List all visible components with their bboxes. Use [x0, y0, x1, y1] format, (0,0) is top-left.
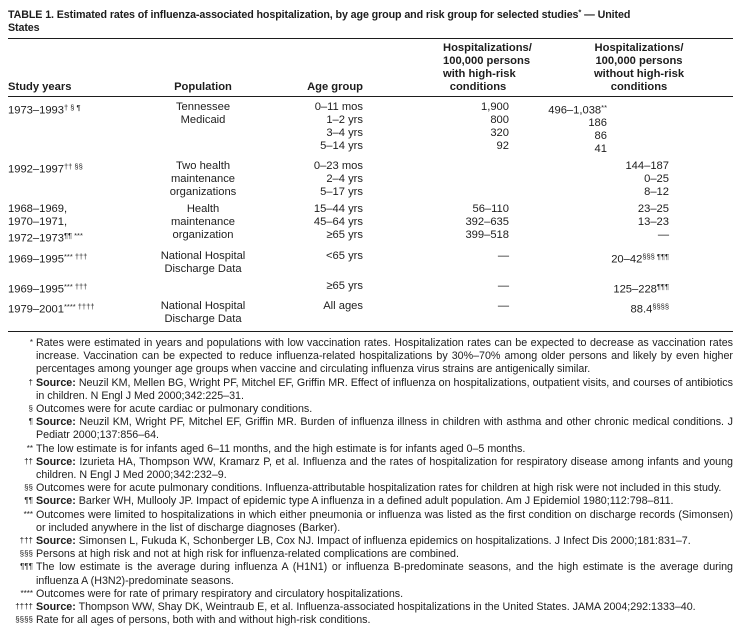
- footnote: †† Source: Izurieta HA, Thompson WW, Kramarz P, et al. Influenza and the rates of hospitalization for respiratory disease among infants and young children. N Engl J Med 2000;342:232–9.: [8, 456, 733, 482]
- without-risk-cell: 23–25 13–23 —: [637, 203, 669, 241]
- footnote-marker: ††: [24, 456, 33, 466]
- table-title: [8, 5, 733, 39]
- footnote-text: Rates were estimated in years and populations with low vaccination rates. Hospitalization rates can be expected to decrease as vaccination rates increase. Vaccination can be expected to reduce influenza-related hospitalizations by 30%–70% among older persons and likely by even higher percentages among younger age groups when vaccine and circulating influenza virus strains are antigenically similar.: [36, 337, 733, 376]
- footnote-marker: *: [29, 338, 33, 347]
- footnote-marker: ***: [23, 509, 33, 519]
- footnote-marker: §§§: [19, 549, 33, 559]
- footnote: ††† Source: Simonsen L, Fukuda K, Schonberger LB, Cox NJ. Impact of influenza epidemics on hospitalizations. J Infect Dis 2000;181:831–7.: [8, 535, 733, 548]
- footnote-text: Persons at high risk and not at high risk for influenza-related complications are combined.: [36, 548, 459, 561]
- footnote-marker: ¶: [28, 417, 33, 427]
- title-footnote-marker: *: [578, 7, 582, 16]
- footnote-marker: §: [28, 404, 33, 414]
- footnote-marker: §§§§: [652, 302, 669, 311]
- study-years-cell: 1969–1995*** †††: [8, 281, 88, 295]
- footnote: [8, 509, 733, 535]
- table-row: [8, 276, 733, 297]
- footnote-marker: ¶¶ ***: [64, 231, 83, 240]
- table-row: [8, 296, 733, 332]
- with-risk-cell: —: [497, 249, 509, 262]
- col-header-study-years: Study years: [8, 39, 133, 97]
- study-years-cell: 1973–1993† § ¶: [8, 102, 81, 116]
- footnote-text: Barker WH, Mullooly JP. Impact of epidemic type A influenza in a defined adult population. Am J Epidemiol 1980;112:798–811.: [78, 495, 674, 508]
- footnotes-section: [8, 337, 733, 627]
- footnote: [8, 337, 733, 377]
- footnote-marker: §§§§: [15, 615, 33, 625]
- footnote: [8, 588, 733, 601]
- footnote-marker: ¶¶¶: [656, 281, 669, 291]
- footnote-text: Outcomes were for rate of primary respiratory and circulatory hospitalizations.: [36, 587, 404, 600]
- table-row: [8, 246, 733, 276]
- footnote-marker: §§: [24, 483, 33, 493]
- footnote-marker: †††: [19, 536, 33, 546]
- footnote: [8, 614, 733, 627]
- age-group-cell: 15–44 yrs 45–64 yrs ≥65 yrs: [313, 203, 363, 241]
- footnote: ¶¶ Source: Barker WH, Mullooly JP. Impact of epidemic type A influenza in a defined adult population. Am J Epidemiol 1980;112:798–811.: [8, 495, 733, 508]
- without-risk-cell: 20–42§§§ ¶¶¶: [611, 251, 669, 265]
- footnote: [8, 482, 733, 495]
- with-risk-cell: [373, 156, 513, 199]
- age-group-cell: All ages: [323, 300, 363, 312]
- age-group-cell: <65 yrs: [326, 249, 363, 262]
- population-cell: [133, 276, 273, 297]
- without-risk-cell: 496–1,038** 186 86 41: [548, 102, 607, 155]
- footnote: [8, 403, 733, 416]
- without-risk-cell: 88.4§§§§: [630, 302, 669, 316]
- table-row: [8, 156, 733, 199]
- footnote: ¶ Source: Neuzil KM, Wright PF, Mitchel EF, Griffin MR. Burden of influenza illness in children with asthma and other chronic medical conditions. J Pediatr 2000;137:856–64.: [8, 416, 733, 442]
- footnote-marker: ††††: [15, 602, 33, 612]
- footnote: [8, 548, 733, 561]
- with-risk-cell: 1,900 800 320 92: [481, 100, 509, 152]
- study-years-cell: 1992–1997†† §§: [8, 162, 83, 176]
- footnote: [8, 443, 733, 456]
- footnote-text: Neuzil KM, Mellen BG, Wright PF, Mitchel EF, Griffin MR. Effect of influenza on hospitalizations, outpatient visits, and courses of antibiotics in children. N Engl J Med 2000;342:225–31.: [36, 376, 733, 402]
- population-cell: Tennessee Medicaid: [175, 100, 231, 126]
- study-years-cell: 1968–1969, 1970–1971, 1972–1973¶¶ ***: [8, 203, 83, 245]
- footnote-text: Outcomes were limited to hospitalizations in which either pneumonia or influenza was listed as the first condition on discharge records (Simonsen) or included anywhere in the list of discharge diagnoses (Barker).: [36, 508, 733, 534]
- population-cell: National Hospital Discharge Data: [160, 300, 246, 325]
- footnote-marker: ¶¶: [24, 496, 33, 506]
- footnote-text: The low estimate is the average during influenza A (H1N1) or influenza B-predominate seasons, and the high estimate is the average during influenza A (H3N2)-predominate seasons.: [36, 561, 733, 587]
- footnote: †††† Source: Thompson WW, Shay DK, Weintraub E, et al. Influenza-associated hospitalizations in the United States. JAMA 2004;292:1333–40.: [8, 601, 733, 614]
- footnote-marker: † § ¶: [64, 102, 81, 112]
- footnote-text: Izurieta HA, Thompson WW, Kramarz P, et al. Influenza and the rates of hospitalization for respiratory disease among infants and young children. N Engl J Med 2000;342:232–9.: [36, 455, 733, 482]
- footnote-text: Outcomes were for acute cardiac or pulmonary conditions.: [36, 403, 313, 416]
- footnote-marker: **** ††††: [64, 302, 95, 311]
- footnote-text: Rate for all ages of persons, both with and without high-risk conditions.: [36, 614, 371, 627]
- without-risk-cell: 125–228¶¶¶: [613, 281, 669, 295]
- col-header-with-high-risk: Hospitalizations/ 100,000 persons with high-risk conditions: [373, 39, 513, 97]
- study-years-cell: 1979–2001**** ††††: [8, 302, 95, 316]
- col-header-population: Population: [133, 39, 273, 97]
- with-risk-cell: —: [497, 279, 509, 292]
- age-group-cell: 0–11 mos 1–2 yrs 3–4 yrs 5–14 yrs: [314, 100, 363, 152]
- footnote-marker: ¶¶¶: [20, 562, 33, 572]
- population-cell: Health maintenance organization: [170, 203, 236, 241]
- population-cell: National Hospital Discharge Data: [160, 249, 246, 275]
- age-group-cell: ≥65 yrs: [326, 279, 363, 292]
- footnote-marker: **: [601, 102, 607, 112]
- hospitalization-rates-table: [8, 39, 733, 333]
- table-row: [8, 96, 733, 156]
- title-line2: States: [8, 21, 40, 34]
- footnote-marker: †: [28, 377, 33, 387]
- table-header: [8, 39, 733, 97]
- footnote-marker: **: [26, 443, 33, 453]
- footnote: [8, 561, 733, 587]
- footnote-marker: *** †††: [64, 281, 88, 291]
- age-group-cell: 0–23 mos 2–4 yrs 5–17 yrs: [313, 160, 363, 198]
- population-cell: Two health maintenance organizations: [169, 160, 237, 198]
- with-risk-cell: —: [497, 300, 509, 312]
- table-row: [8, 199, 733, 246]
- col-header-without-high-risk: Hospitalizations/ 100,000 persons without high-risk conditions: [513, 39, 733, 97]
- footnote: † Source: Neuzil KM, Mellen BG, Wright PF, Mitchel EF, Griffin MR. Effect of influenza on hospitalizations, outpatient visits, and courses of antibiotics in children. N Engl J Med 2000;342:225–31.: [8, 377, 733, 403]
- without-risk-cell: 144–187 0–25 8–12: [625, 160, 669, 198]
- footnote-text: Outcomes were for acute pulmonary conditions. Influenza-attributable hospitalization rates for children at high risk were not included in this study.: [36, 482, 722, 495]
- footnote-text: Thompson WW, Shay DK, Weintraub E, et al. Influenza-associated hospitalizations in the United States. JAMA 2004;292:1333–40.: [78, 601, 696, 614]
- footnote-marker: ****: [20, 588, 33, 598]
- title-line1: TABLE 1. Estimated rates of influenza-associated hospitalization, by age group and risk group for selected studies* — United: [8, 7, 631, 21]
- footnote-marker: §§§ ¶¶¶: [642, 251, 669, 261]
- footnote-text: The low estimate is for infants aged 6–11 months, and the high estimate is for infants aged 0–5 months.: [36, 442, 526, 455]
- footnote-marker: †† §§: [64, 162, 83, 171]
- col-header-age-group: Age group: [273, 39, 373, 97]
- footnote-text: Neuzil KM, Wright PF, Mitchel EF, Griffin MR. Burden of influenza illness in children with asthma and other chronic medical conditions. J Pediatr 2000;137:856–64.: [36, 416, 733, 442]
- footnote-text: Simonsen L, Fukuda K, Schonberger LB, Cox NJ. Impact of influenza epidemics on hospitalizations. J Infect Dis 2000;181:831–7.: [78, 535, 691, 548]
- study-years-cell: 1969–1995*** †††: [8, 251, 88, 265]
- footnote-marker: *** †††: [64, 251, 88, 261]
- with-risk-cell: 56–110 392–635 399–518: [465, 203, 509, 241]
